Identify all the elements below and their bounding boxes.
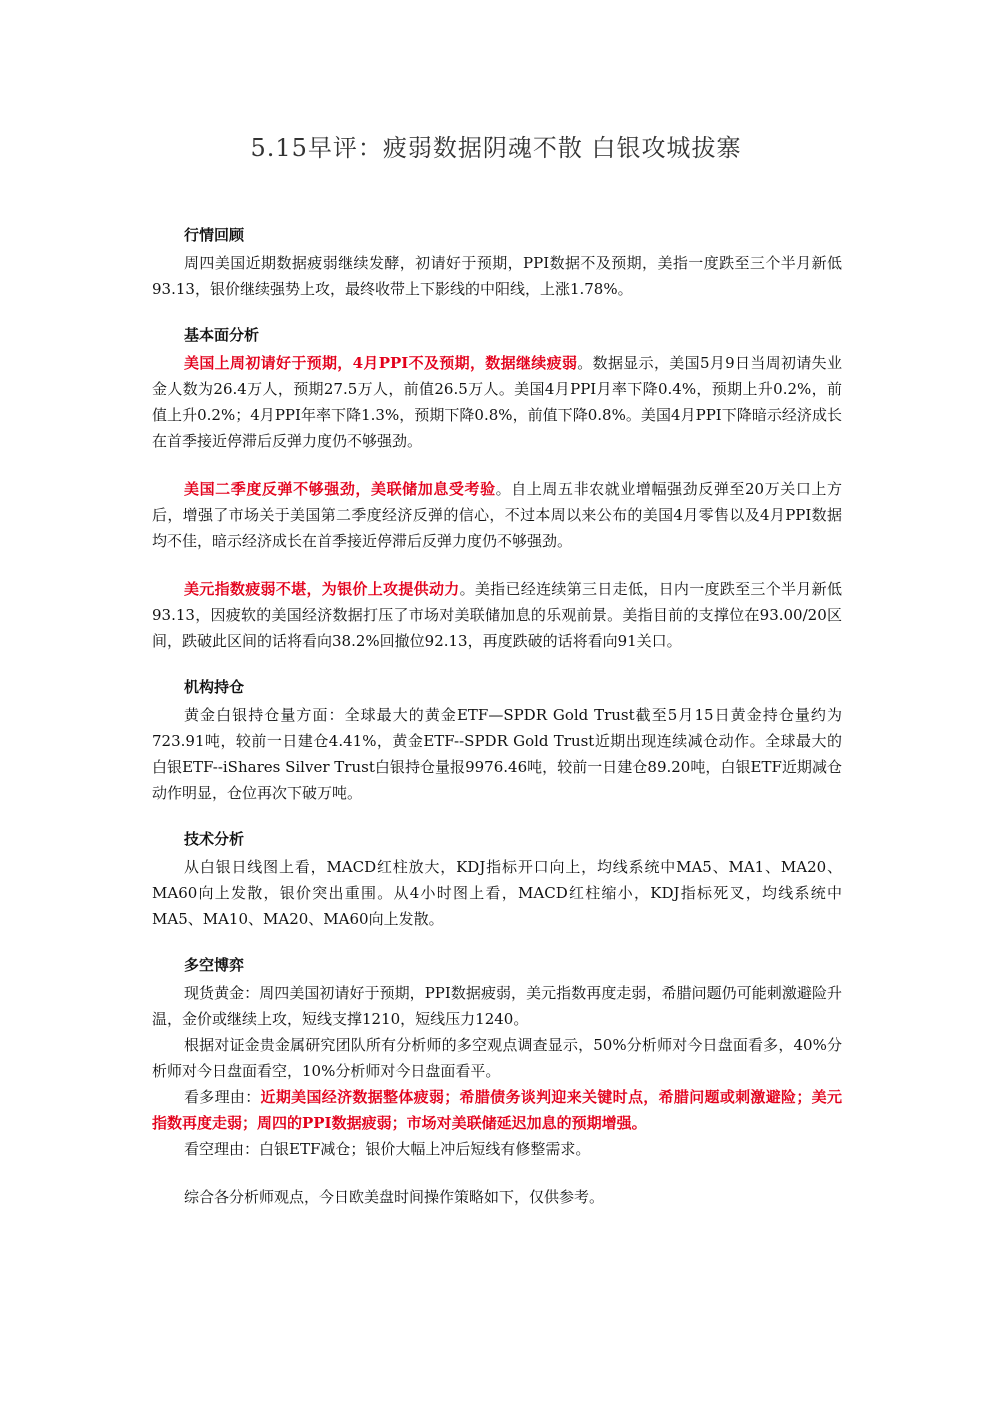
section-heading: 基本面分析 xyxy=(184,326,260,344)
paragraph-text: 。数据显示，美国5月9日当周初请失业金人数为26.4万人，预期27.5万人，前值26.5万人。美国4月PPI月率下降0.4%，预期上升0.2%，前值上升0.2%；4月PPI年率下降1.3%，预期下降0.8%，前值下降0.8%。美国4月PPI下降暗示经济成长在首季接近停滞后反弹力度仍不够强劲。 xyxy=(152,354,843,450)
highlight-text: 美国二季度反弹不够强劲，美联储加息受考验 xyxy=(184,480,496,498)
document-body xyxy=(152,222,842,1230)
section-technical-analysis xyxy=(152,826,842,932)
paragraph xyxy=(152,476,842,554)
section-heading: 机构持仓 xyxy=(184,678,245,696)
section-market-review xyxy=(152,222,842,302)
paragraph: 周四美国近期数据疲弱继续发酵，初请好于预期，PPI数据不及预期，美指一度跌至三个半月新低93.13，银价继续强势上攻，最终收带上下影线的中阳线，上涨1.78%。 xyxy=(152,254,842,298)
paragraph: 看空理由：白银ETF减仓；银价大幅上冲后短线有修整需求。 xyxy=(184,1140,591,1158)
document-title: 5.15早评：疲弱数据阴魂不散 白银攻城拔寨 xyxy=(250,134,742,162)
paragraph: 从白银日线图上看，MACD红柱放大，KDJ指标开口向上，均线系统中MA5、MA1、MA20、MA60向上发散，银价突出重围。从4小时图上看，MACD红柱缩小，KDJ指标死叉，均线系统中MA5、MA10、MA20、MA60向上发散。 xyxy=(152,858,842,928)
paragraph-text: 。美指已经连续第三日走低，日内一度跌至三个半月新低93.13，因疲软的美国经济数据打压了市场对美联储加息的乐观前景。美指目前的支撑位在93.00/20区间，跌破此区间的话将看向38.2%回撤位92.13，再度跌破的话将看向91关口。 xyxy=(152,580,842,650)
paragraph: 根据对证金贵金属研究团队所有分析师的多空观点调查显示，50%分析师对今日盘面看多，40%分析师对今日盘面看空，10%分析师对今日盘面看平。 xyxy=(152,1036,842,1080)
highlight-text: 近期美国经济数据整体疲弱；希腊债务谈判迎来关键时点，希腊问题或刺激避险；美元指数再度走弱；周四的PPI数据疲弱；市场对美联储延迟加息的预期增强。 xyxy=(152,1088,842,1132)
section-heading: 行情回顾 xyxy=(184,226,245,244)
paragraph xyxy=(152,1084,842,1136)
section-fundamental-analysis xyxy=(152,322,842,654)
paragraph: 现货黄金：周四美国初请好于预期，PPI数据疲弱，美元指数再度走弱，希腊问题仍可能刺激避险升温，金价或继续上攻，短线支撑1210，短线压力1240。 xyxy=(152,984,842,1028)
paragraph: 综合各分析师观点，今日欧美盘时间操作策略如下，仅供参考。 xyxy=(184,1188,605,1206)
paragraph xyxy=(152,350,842,454)
paragraph: 黄金白银持仓量方面：全球最大的黄金ETF—SPDR Gold Trust截至5月15日黄金持仓量约为723.91吨，较前一日建仓4.41%，黄金ETF--SPDR Gold Trust近期出现连续减仓动作。全球最大的白银ETF--iShares Silver Trust白银持仓量报9976.46吨，较前一日建仓89.20吨，白银ETF近期减仓动作明显，仓位再次下破万吨。 xyxy=(152,706,842,802)
highlight-text: 美元指数疲弱不堪，为银价上攻提供动力 xyxy=(184,580,460,598)
paragraph xyxy=(152,576,842,654)
paragraph-text: 。自上周五非农就业增幅强劲反弹至20万关口上方后，增强了市场关于美国第二季度经济反弹的信心，不过本周以来公布的美国4月零售以及4月PPI数据均不佳，暗示经济成长在首季接近停滞后反弹力度仍不够强劲。 xyxy=(152,480,842,550)
section-institutional-positions xyxy=(152,674,842,806)
section-heading: 技术分析 xyxy=(184,830,245,848)
highlight-text: 美国上周初请好于预期，4月PPI不及预期，数据继续疲弱 xyxy=(184,354,578,372)
section-heading: 多空博弈 xyxy=(184,956,245,974)
label-text: 看多理由： xyxy=(184,1088,261,1106)
section-long-short-debate xyxy=(152,952,842,1210)
